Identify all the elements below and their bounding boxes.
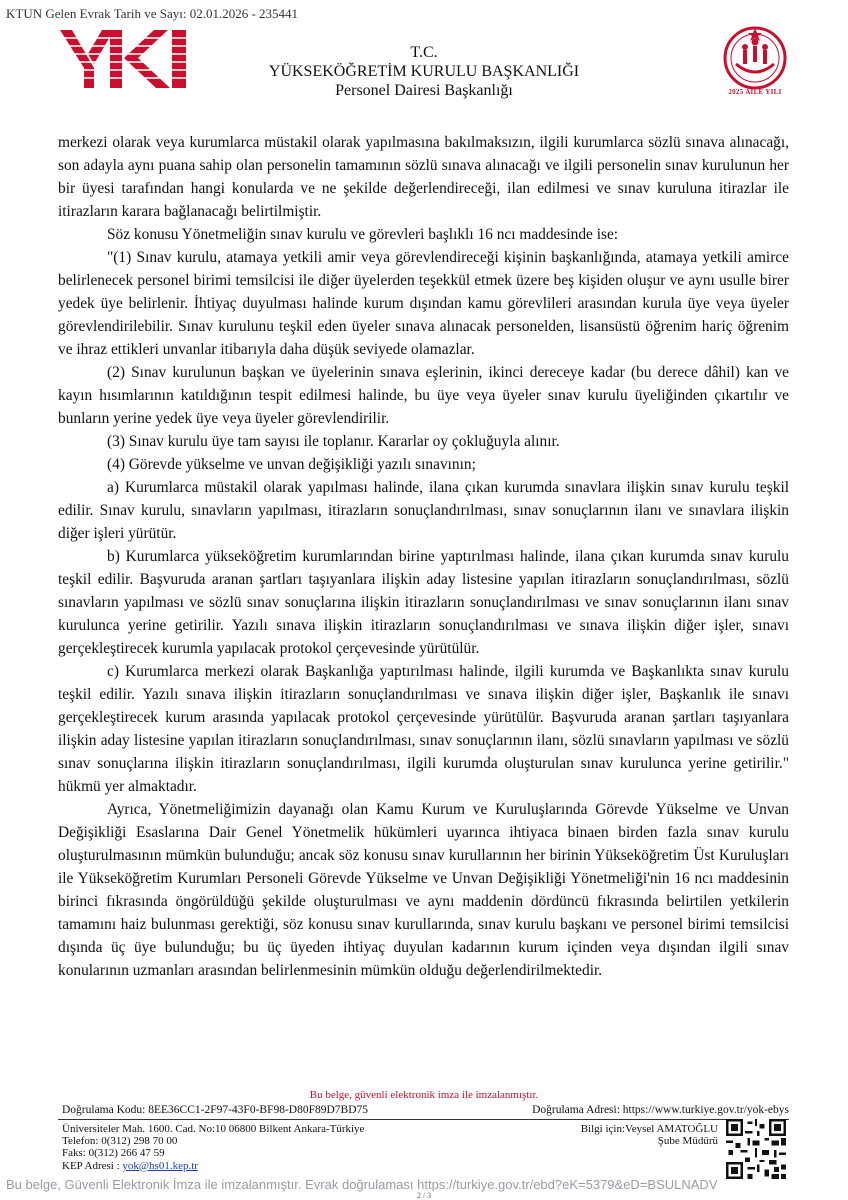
kep-link[interactable]: yok@hs01.kep.tr bbox=[122, 1159, 198, 1172]
signature-note: Bu belge, güvenli elektronik imza ile imzalanmıştır. bbox=[309, 1089, 539, 1101]
address: Üniversiteler Mah. 1600. Cad. No:10 06800 Bilkent Ankara-Türkiye bbox=[62, 1123, 365, 1135]
kep-label: KEP Adresi : bbox=[62, 1159, 123, 1172]
info-title: Şube Müdürü bbox=[657, 1135, 718, 1148]
paragraph-1: merkezi olarak veya kurumlarca müstakil olarak yapılmasına bakılmaksızın, ilgili kurumlarca sözlü sınava alınacağı, son adayla aynı puana sahip olan personelin tamamının sözlü sınava alınacağı ve ilgili personelin sınav kurulunun her bir üyesi tarafından hangi konularda ve ne şekilde değerlendireceği, ilan edilmesi ve sınav kuruluna itirazlar ile itirazların karara bağlanacağı belirtilmiştir. bbox=[58, 134, 789, 220]
footer-divider bbox=[58, 1119, 789, 1120]
qr-code-icon bbox=[726, 1119, 786, 1179]
paragraph-9: c) Kurumlarca merkezi olarak Başkanlığa yaptırılması halinde, ilgili kurumda ve Başkanlıkta sınav kurulu teşkil edilir. Yazılı sınava ilişkin itirazların sonuçlandırılması ve sınava ilişkin diğer işler, Başkanlık ile sınavı gerçekleştirecek kurum arasında yapılacak protokol çerçevesinde yürütülür. Başvuruda aranan şartları taşıyanlara ilişkin aday listesine yapılan itirazların sonuçlandırılması, sınav sonuçlarının ilanı, sözlü sınavların yapılması ve sözlü sınav sonuçlarına ilişkin itirazların sonuçlandırılması, ilgili kurumda oluşturulan sınav kurulunca yerine getirilir." hükmü yer almaktadır. bbox=[58, 663, 789, 795]
letter-body bbox=[58, 131, 789, 982]
header-department: Personel Dairesi Başkanlığı bbox=[335, 82, 513, 99]
incoming-document-stamp: KTUN Gelen Evrak Tarih ve Sayı: 02.01.2026 - 235441 bbox=[6, 6, 299, 21]
paragraph-8: b) Kurumlarca yükseköğretim kurumlarından birine yaptırılması halinde, ilana çıkan kurumda sınav kurulu teşkil edilir. Başvuruda aranan şartları taşıyanlara ilişkin aday listesine yapılan itirazların sonuçlandırılması, sözlü sınavların yapılması ve sözlü sınav sonuçlarına ilişkin itirazların sonuçlandırılması ve sınav sonuçlarının ilanı sınav kurulunca yerine getirilir. Yazılı sınava ilişkin itirazların sonuçlandırılması ve sınava ilişkin diğer işler, sınavı gerçekleştirecek kurumla yapılacak protokol çerçevesinde yürütülür. bbox=[58, 548, 789, 657]
contact-person bbox=[581, 1123, 718, 1148]
paragraph-3: "(1) Sınav kurulu, atamaya yetkili amir veya görevlendireceği kişinin başkanlığında, atamaya yetkili amirce belirlenecek personel birimi temsilcisi ile diğer üyelerden teşekkül etmek üzere beş kişiden oluşur ve aynı usulle birer yedek üye belirlenir. İhtiyaç duyulması halinde kurum dışından kamu görevlileri arasından kurula üye veya üyeler görevlendirilebilir. Sınav kurulunu teşkil eden üyeler sınava alınacak personelden, lisansüstü öğrenim hariç öğrenim ve ihraz ettikleri unvanlar itibarıyla daha düşük seviyede olamazlar. bbox=[58, 249, 789, 358]
page-number: 2 / 3 bbox=[416, 1191, 432, 1200]
paragraph-4: (2) Sınav kurulunun başkan ve üyelerinin sınava eşlerinin, ikinci dereceye kadar (bu derece dâhil) kan ve kayın hısımlarının katıldığının tespit edilmesi halinde, bu üye veya üyeler sınav kurulu üyeliğinden çıkartılır ve bunların yerine yedek üye veya üyeler görevlendirilir. bbox=[58, 364, 789, 427]
paragraph-6: (4) Görevde yükselme ve unvan değişikliği yazılı sınavının; bbox=[107, 456, 476, 473]
verification-address: Doğrulama Adresi: https://www.turkiye.gov.tr/yok-ebys bbox=[532, 1104, 789, 1116]
header-tc: T.C. bbox=[410, 44, 438, 61]
paragraph-7: a) Kurumlarca müstakil olarak yapılması halinde, ilana çıkan kurumda sınavlara ilişkin sınav kurulu teşkil edilir. Sınav kurulu, sınavların yapılması, itirazların sonuçlandırılması, sınav sonuçlarının ilanı ve sınavlara ilişkin diğer işleri yürütür. bbox=[58, 479, 789, 542]
phone: Telefon: 0(312) 298 70 00 bbox=[62, 1135, 178, 1148]
header-institution: YÜKSEKÖĞRETİM KURULU BAŞKANLIĞI bbox=[268, 63, 580, 80]
verification-code: Doğrulama Kodu: 8EE36CC1-2F97-43F0-BF98-D80F89D7BD75 bbox=[62, 1104, 369, 1116]
paragraph-10: Ayrıca, Yönetmeliğimizin dayanağı olan Kamu Kurum ve Kuruluşlarında Görevde Yükselme ve Unvan Değişikliği Esaslarına Dair Genel Yönetmelik hükümleri uyarınca ihtiyaca binaen birden fazla sınav kurulu oluşturulmasının mümkün bulunduğu; ancak söz konusu sınav kurullarının her birinin Yükseköğretim Üst Kuruluşları ile Yükseköğretim Kurumları Personeli Görevde Yükselme ve Unvan Değişikliği Yönetmeliği'nin 16 ncı maddesinin birinci fıkrasında öngörüldüğü şekilde oluşturulması ve aynı maddenin dördüncü fıkrasında belirtilen yetkilerin tamamını haiz bulunması gerektiği, söz konusu sınav kurullarında, sınav kurulu başkanı ve personel birimi temsilcisi dışında üç üye bulunduğu; bu üç üyeden ihtiyaç duyulan kadarının kurum içinden veya dışından ilgili sınav konularının uzmanları arasından belirlenmesinin mümkün olduğu değerlendirilmektedir. bbox=[58, 801, 789, 979]
aile-yili-caption: 2025 AİLE YILI bbox=[728, 88, 782, 96]
fax: Faks: 0(312) 266 47 59 bbox=[62, 1147, 165, 1160]
info-name: Bilgi için:Veysel AMATOĞLU bbox=[580, 1123, 718, 1135]
contact-block bbox=[62, 1123, 364, 1172]
e-signature-banner: Bu belge, Güvenli Elektronik İmza ile imzalanmıştır. Evrak doğrulaması https://turkiye.gov.tr/ebd?eK=5379&eD=BSULNADV bbox=[6, 1178, 718, 1192]
paragraph-2: Söz konusu Yönetmeliğin sınav kurulu ve görevleri başlıklı 16 ncı maddesinde ise: bbox=[107, 226, 619, 243]
kep-line bbox=[62, 1160, 364, 1172]
paragraph-5: (3) Sınav kurulu üye tam sayısı ile toplanır. Kararlar oy çokluğuyla alınır. bbox=[107, 433, 560, 450]
